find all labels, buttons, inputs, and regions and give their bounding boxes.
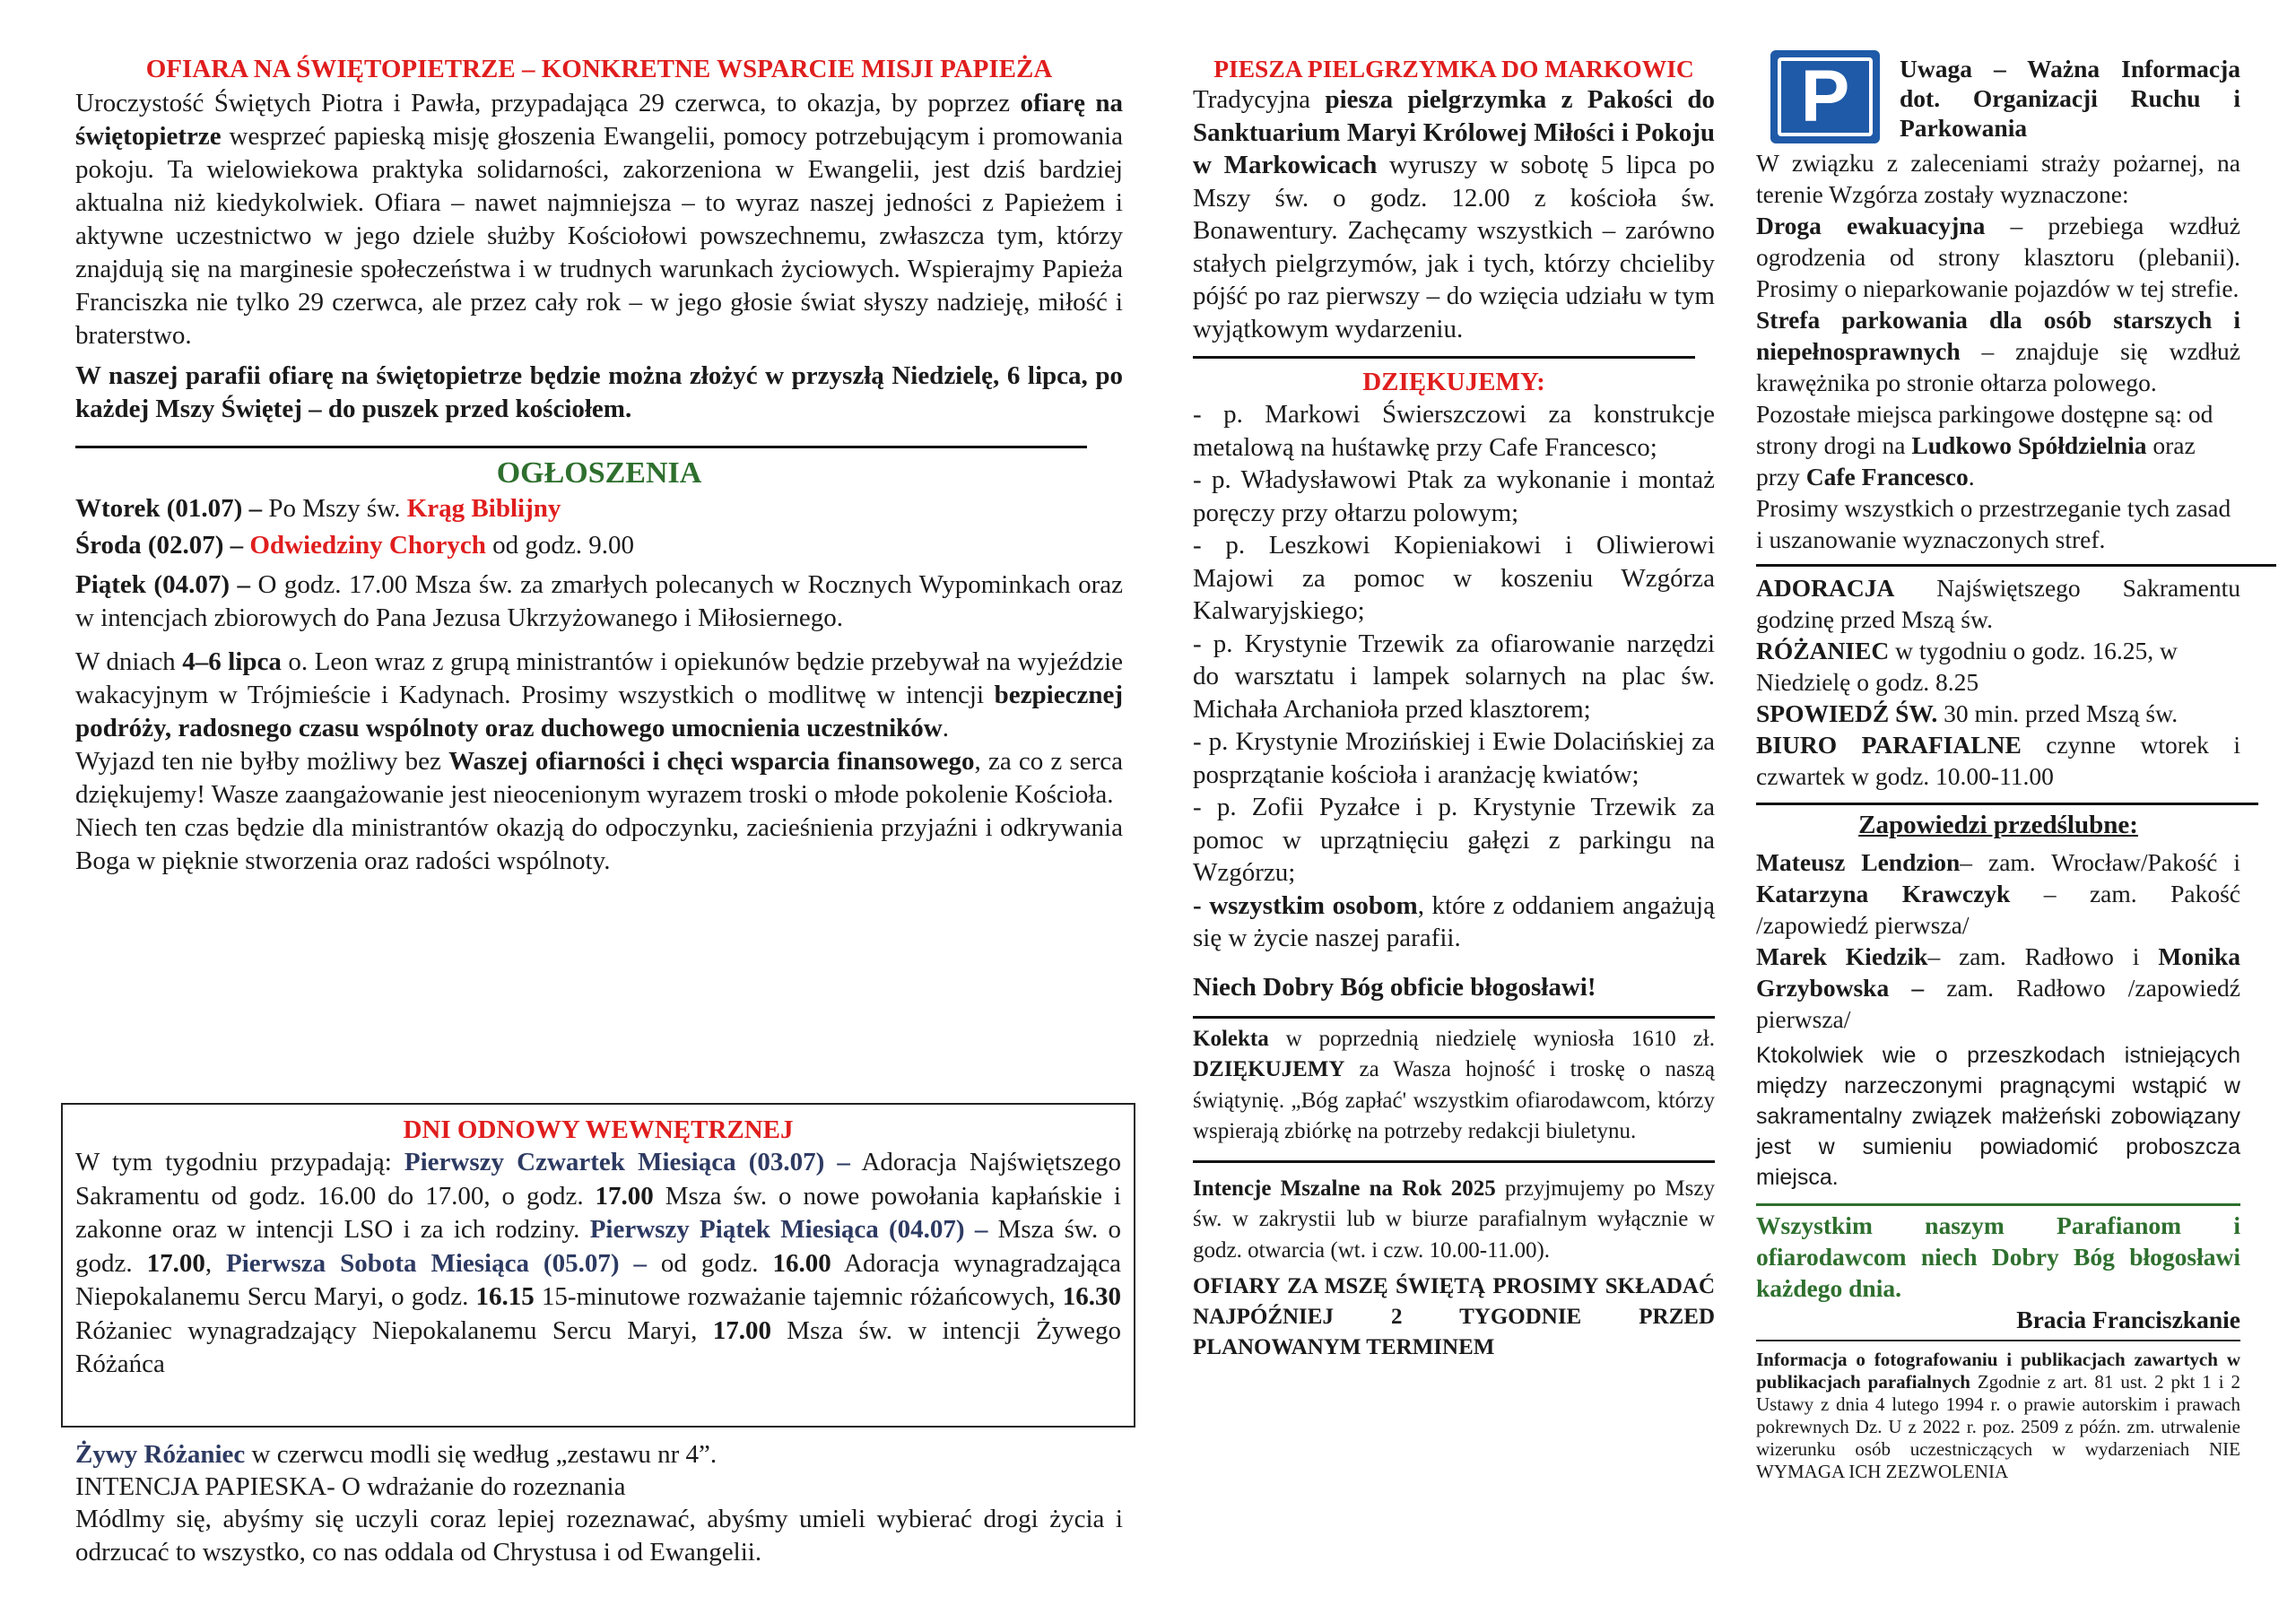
wyjazd-paragraph	[75, 745, 1123, 812]
text: 30 min. przed Mszą św.	[1937, 699, 2179, 727]
thanks-item: - p. Markowi Świerszczowi za konstrukcje metalową na huśtawkę przy Cafe Francesco;	[1193, 400, 1715, 462]
ofiara-paragraph	[75, 87, 1123, 352]
text: Adoracja Najświętszego Sakramentu od godz. 16.00 do 17.00, o godz.	[75, 1148, 1121, 1211]
bold-text: Strefa parkowania dla osób starszych i niepełnosprawnych	[1756, 306, 2240, 365]
ofiara-title: OFIARA NA ŚWIĘTOPIETRZE – KONKRETNE WSPARCIE MISJI PAPIEŻA	[145, 55, 1053, 83]
text: za Wasza hojność i troskę o naszą świątynię. „Bóg zapłać' wszystkim ofiarodawcom, którzy wspierają zbiórkę na potrzeby redakcji biuletynu.	[1193, 1057, 1715, 1143]
dni-odnowy-box	[61, 1103, 1135, 1428]
ktokolwiek: Ktokolwiek wie o przeszkodach istniejących między narzeczonymi pragnącymi wstąpić w sakramentalny związek małżeński zobowiązany jest w sumieniu powiadomić proboszcza miejsca.	[1756, 1043, 2240, 1190]
text: o. Leon wraz z grupą ministrantów i opiekunów będzie przebywał na wyjeździe wakacyjnym w Trójmieście i Kadynach. Prosimy wszystkich o modlitwę w intencji	[75, 647, 1123, 709]
spowiedz	[1756, 698, 2240, 729]
event-name: Krąg Biblijny	[406, 494, 561, 523]
zapowiedz-1	[1756, 846, 2240, 941]
divider	[1193, 1016, 1715, 1019]
text: Adoracja wynagradzająca Niepokalanemu Sercu Maryi, o godz.	[75, 1248, 1122, 1311]
text: od godz.	[646, 1248, 773, 1278]
bold-text: Marek Kiedzik	[1756, 942, 1928, 970]
divider	[1756, 1340, 2240, 1341]
bold-text: piesza pielgrzymka z Pakości do Sanktuarium Maryi Królowej Miłości i Pokoju w Markowicach	[1193, 85, 1715, 179]
divider	[1756, 803, 2258, 805]
text: ,	[204, 1248, 227, 1278]
text: zam. Radłowo /zapowiedź pierwsza/	[1756, 974, 2240, 1033]
text: Pozostałe miejsca parkingowe dostępne są: od strony drogi na	[1756, 400, 2213, 459]
box-title: DNI ODNOWY WEWNĘTRZNEJ	[403, 1115, 794, 1144]
bold-text: Informacja o fotografowaniu i publikacjach zawartych w publikacjach parafialnych	[1756, 1349, 2240, 1393]
strefa-parkowania	[1756, 304, 2240, 398]
droga-ewakuacyjna	[1756, 210, 2240, 304]
bold-text: - wszystkim osobom	[1193, 890, 1418, 920]
pielgrzymka-title: PIESZA PIELGRZYMKA DO MARKOWIC	[1213, 55, 1694, 82]
bold-text: Droga ewakuacyjna	[1756, 212, 1986, 239]
thanks-item: - p. Leszkowi Kopieniakowi i Oliwierowi Majowi za pomoc w koszeniu Wzgórza Kalwaryjskiego;	[1193, 531, 1715, 625]
text: Msza św. o godz.	[75, 1215, 1121, 1278]
ofiara-text-bold: ofiarę na świętopietrze	[75, 89, 1124, 151]
highlight: Żywy Różaniec	[75, 1440, 246, 1469]
bold-text: RÓŻANIEC	[1756, 637, 1890, 664]
prayer-intent: bezpiecznej podróży, radosnego czasu wspólnoty oraz duchowego umocnienia uczestników	[75, 681, 1123, 742]
text: – zam. Radłowo i	[1927, 942, 2159, 970]
zapowiedzi-title: Zapowiedzi przedślubne:	[1858, 811, 2138, 839]
thanks-item: - p. Zofii Pyzałce i p. Krystynie Trzewik za pomoc w uprzątnięciu gałęzi z parkingu na Wzgórzu;	[1193, 793, 1715, 887]
parking-sign-icon	[1770, 50, 1880, 143]
left-bottom	[75, 1438, 1123, 1569]
time: 16.30	[1062, 1282, 1121, 1311]
text: w tygodniu o godz. 16.25, w Niedzielę o godz. 8.25	[1756, 637, 2178, 696]
highlight: Pierwszy Czwartek Miesiąca (03.07) –	[404, 1148, 850, 1176]
text: – zam. Wrocław/Pakość i	[1960, 848, 2240, 876]
announcement-friday	[75, 568, 1123, 635]
text: Po Mszy św.	[262, 494, 407, 523]
ogloszenia-title: OGŁOSZENIA	[496, 456, 702, 490]
text: – znajduje się wzdłuż krawężnika po stronie ołtarza polowego.	[1756, 337, 2240, 396]
text: Msza św. w intencji Żywego Różańca	[75, 1315, 1122, 1378]
bold-text: Waszej ofiarności i chęci wsparcia finansowego	[448, 747, 975, 776]
box-text	[75, 1146, 1121, 1382]
divider	[1193, 1160, 1715, 1163]
text: czynne wtorek i czwartek w godz. 10.00-11.00	[1756, 731, 2240, 790]
kolekta	[1193, 1024, 1715, 1148]
thanks-item: - p. Krystynie Mrozińskiej i Ewie Dolacińskiej za posprzątanie kościoła i aranżację kwiatów;	[1193, 727, 1715, 789]
time: 17.00	[146, 1248, 205, 1278]
bold-text: Katarzyna Krawczyk	[1756, 880, 2011, 907]
text: .	[942, 714, 949, 742]
dziekujemy-title: DZIĘKUJEMY:	[1362, 368, 1545, 396]
text: 15-minutowe rozważanie tajemnic różańcowych,	[534, 1282, 1063, 1311]
bold-text: Kolekta	[1193, 1026, 1269, 1051]
text: Zgodnie z art. 81 ust. 2 pkt 1 i 2 Ustawy z dnia 4 lutego 1994 r. o prawie autorskim i prawach pokrewnych Dz. U z 2022 r. poz. 2509 z późn. zm. utrwalenie wizerunku osób uczestniczących w wydarzeniach NIE WYMAGA ICH ZEZWOLENIA	[1756, 1371, 2240, 1482]
highlight: Pierwsza Sobota Miesiąca (05.07) –	[226, 1248, 647, 1278]
info-fotografowanie	[1756, 1349, 2240, 1483]
divider	[75, 446, 1087, 448]
text: , które z oddaniem angażują się w życie naszej parafii.	[1193, 890, 1715, 952]
bold-text: Mateusz Lendzion	[1756, 848, 1961, 876]
prosimy: Prosimy wszystkich o przestrzeganie tych zasad i uszanowanie wyznaczonych stref.	[1756, 494, 2231, 553]
bold-text: Ludkowo Spółdzielnia	[1911, 431, 2147, 459]
dates: 4–6 lipca	[182, 647, 282, 676]
bold-text: Intencje Mszalne na Rok 2025	[1193, 1176, 1496, 1201]
event-name: Odwiedziny Chorych	[243, 531, 486, 560]
right-column	[1756, 147, 2240, 1483]
bold-text: Cafe Francesco	[1805, 463, 1969, 490]
text: Msza św. o nowe powołania kapłańskie i zakonne oraz w intencji LSO i za ich rodziny.	[75, 1181, 1121, 1244]
time: 17.00	[712, 1315, 771, 1345]
pielgrzymka-text	[1193, 83, 1715, 345]
text: O godz. 17.00 Msza św. za zmarłych polecanych w Rocznych Wypominkach oraz w intencjach zbiorowych do Pana Jezusa Ukrzyżowanego i Miłosiernego.	[75, 570, 1123, 632]
ministranci-paragraph	[75, 646, 1123, 745]
text: w poprzednią niedzielę wyniosła 1610 zł.	[1268, 1026, 1715, 1051]
bold-text: SPOWIEDŹ ŚW.	[1756, 699, 1938, 727]
wszystkim-blessing: Wszystkim naszym Parafianom i ofiarodawcom niech Dobry Bóg błogosławi każdego dnia.	[1756, 1211, 2240, 1302]
text: przyjmujemy po Mszy św. w zakrystii lub w biurze parafialnym wyłącznie w godz. otwarcia (wt. i czw. 10.00-11.00).	[1193, 1176, 1715, 1263]
text: od godz. 9.00	[485, 531, 634, 560]
intencje-mszalne	[1193, 1174, 1715, 1267]
divider	[1193, 356, 1695, 359]
day-label: Środa (02.07) –	[75, 531, 244, 560]
parking-letter: P	[1778, 57, 1873, 136]
modlmy-paragraph: Módlmy się, abyśmy się uczyli coraz lepiej rozeznawać, abyśmy umieli wybierać drogi życia i odrzucać to wszystko, co nas oddala od Chrystusa i od Ewangelii.	[75, 1505, 1123, 1567]
announcement-wednesday	[75, 525, 1123, 565]
bold-text: Monika Grzybowska –	[1756, 942, 2240, 1002]
intencja-papieska	[75, 1471, 1123, 1503]
adoracja	[1756, 572, 2240, 635]
day-label: Piątek (04.07) –	[75, 570, 250, 599]
text: Najświętszego Sakramentu godzinę przed Mszą św.	[1756, 574, 2240, 633]
text: oraz przy	[1756, 431, 2196, 490]
biuro-parafialne	[1756, 729, 2240, 792]
thanks-item	[1193, 890, 1715, 955]
rozaniec	[1756, 635, 2240, 698]
ofiara-notice: W naszej parafii ofiarę na świętopietrze będzie można złożyć w przyszłą Niedzielę, 6 lipca, po każdej Mszy Świętej – do puszek przed kościołem.	[75, 361, 1123, 423]
left-column	[75, 54, 1123, 878]
text: W dniach	[75, 647, 183, 676]
bracia-signature: Bracia Franciszkanie	[2016, 1306, 2240, 1333]
pozostale-miejsca	[1756, 398, 2240, 492]
ofiara-text-c: wesprzeć papieską misję głoszenia Ewangelii, pomocy potrzebującym i promowania pokoju. Ta wielowiekowa praktyka solidarności, zakorzeniona w Ewangelii, jest dziś bardziej aktualna niż kiedykolwiek. Ofiara – nawet najmniejsza – to wyraz naszej jedności z Papieżem i aktywne uczestnictwo w jego dziele służby Kościołowi powszechnemu, zwłaszcza tym, którzy znajdują się na marginesie społeczeństwa i w trudnych warunkach życiowych. Wspierajmy Papieża Franciszka nie tylko 29 czerwca, ale przez cały rok – w jego głosie świat słyszy nadzieję, miłość i braterstwo.	[75, 122, 1123, 350]
niech-paragraph: Niech ten czas będzie dla ministrantów okazją do odpoczynku, zacieśnienia przyjaźni i odkrywania Boga w pięknie stworzenia oraz radości wspólnoty.	[75, 813, 1123, 875]
highlight: Pierwszy Piątek Miesiąca (04.07) –	[589, 1215, 988, 1244]
time: 16.00	[772, 1248, 831, 1278]
thanks-item: - p. Władysławowi Ptak za wykonanie i montaż poręczy przy ołtarzu polowym;	[1193, 465, 1715, 527]
bold-text: ADORACJA	[1756, 574, 1895, 602]
day-label: Wtorek (01.07) –	[75, 494, 263, 523]
text: .	[1968, 463, 1975, 490]
text: – zam. Pakość /zapowiedź pierwsza/	[1756, 880, 2240, 939]
text: Różaniec wynagradzający Niepokalanemu Sercu Maryi,	[75, 1315, 713, 1345]
text: W tym tygodniu przypadają:	[75, 1148, 404, 1176]
niech-dobry-bog: Niech Dobry Bóg obficie błogosławi!	[1193, 972, 1596, 1002]
time: 16.15	[475, 1282, 535, 1311]
text: , za co z serca dziękujemy! Wasze zaangażowanie jest nieocenionym wyrazem troski o młode pokolenie Kościoła.	[75, 747, 1124, 809]
uwaga-heading: Uwaga – Ważna Informacja dot. Organizacji Ruchu i Parkowania	[1900, 55, 2240, 142]
text: wyruszy w sobotę 5 lipca po Mszy św. o godz. 12.00 z kościoła św. Bonawentury. Zachęcamy wszystkich – zarówno stałych pielgrzymów, jak i tych, którzy chcieliby pójść po raz pierwszy – do wzięcia udziału w tym wyjątkowym wydarzeniu.	[1193, 151, 1715, 343]
zywy-rozaniec	[75, 1438, 1123, 1471]
text: – przebiega wzdłuż ogrodzenia od strony klasztoru (plebanii). Prosimy o nieparkowanie pojazdów w tej strefie.	[1756, 212, 2240, 302]
thanks-item: - p. Krystynie Trzewik za ofiarowanie narzędzi do warsztatu i lampek solarnych na plac św. Michała Archanioła przed klasztorem;	[1193, 629, 1715, 724]
text: w czerwcu modli się według „zestawu nr 4”.	[245, 1440, 718, 1469]
parking-intro: W związku z zaleceniami straży pożarnej, na terenie Wzgórza zostały wyznaczone:	[1756, 149, 2240, 208]
ofiary-notice: OFIARY ZA MSZĘ ŚWIĘTĄ PROSIMY SKŁADAĆ NAJPÓŹNIEJ 2 TYGODNIE PRZED PLANOWANYM TERMINEM	[1193, 1274, 1715, 1359]
zapowiedz-2	[1756, 941, 2240, 1035]
text: O wdrażanie do rozeznania	[335, 1472, 626, 1501]
divider	[1756, 1203, 2240, 1206]
middle-column	[1193, 54, 1715, 1363]
divider	[1756, 564, 2276, 567]
text: Tradycyjna	[1193, 85, 1326, 114]
text: Wyjazd ten nie byłby możliwy bez	[75, 747, 449, 776]
announcement-tuesday	[75, 491, 1123, 525]
bold-text: DZIĘKUJEMY	[1193, 1057, 1345, 1081]
time: 17.00	[595, 1181, 654, 1211]
ofiara-text-a: Uroczystość Świętych Piotra i Pawła, przypadająca 29 czerwca, to okazja, by poprzez	[75, 89, 1021, 117]
bold-text: BIURO PARAFIALNE	[1756, 731, 2022, 759]
label: INTENCJA PAPIESKA-	[75, 1472, 335, 1501]
